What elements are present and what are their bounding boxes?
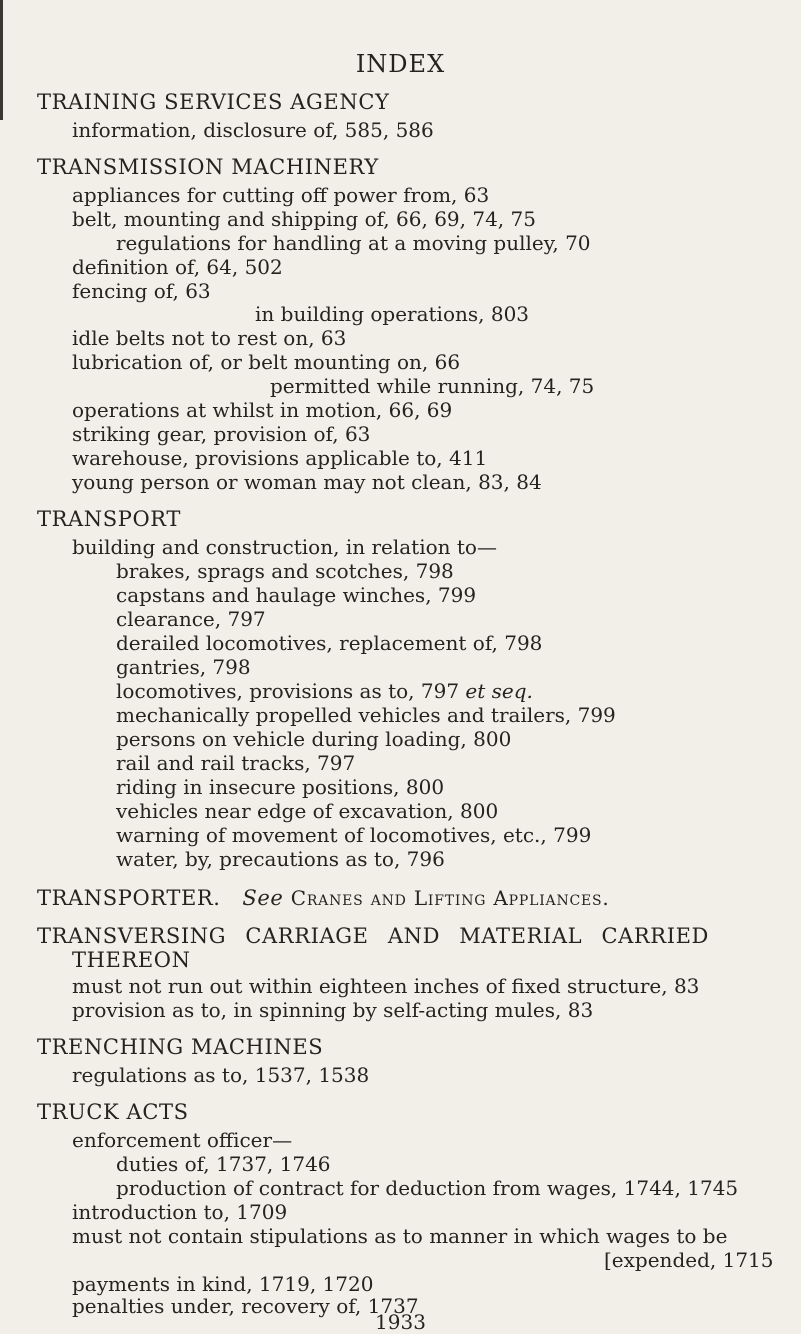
- entry-heading-continuation: THEREON: [72, 948, 191, 972]
- entry-heading-transversing-carriage: TRANSVERSING CARRIAGE AND MATERIAL CARRIED: [37, 924, 709, 948]
- subentry: payments in kind, 1719, 1720: [72, 1272, 374, 1296]
- subentry-nested: regulations for handling at a moving pulley, 70: [116, 231, 591, 255]
- subentry: definition of, 64, 502: [72, 255, 283, 279]
- subentry: enforcement officer—: [72, 1128, 293, 1152]
- subentry: must not run out within eighteen inches of fixed structure, 83: [72, 974, 700, 998]
- subentry-nested: riding in insecure positions, 800: [116, 775, 445, 799]
- subentry-nested: persons on vehicle during loading, 800: [116, 727, 512, 751]
- subentry: lubrication of, or belt mounting on, 66: [72, 350, 461, 374]
- subentry-nested: derailed locomotives, replacement of, 798: [116, 631, 543, 655]
- subentry-nested: [116, 679, 533, 703]
- subentry-text: locomotives, provisions as to, 797: [116, 679, 460, 703]
- subentry: penalties under, recovery of, 1737: [72, 1294, 419, 1318]
- entry-heading-transporter: [37, 886, 610, 910]
- entry-heading-training-services-agency: TRAINING SERVICES AGENCY: [37, 90, 390, 114]
- subentry-nested: duties of, 1737, 1746: [116, 1152, 331, 1176]
- subentry: must not contain stipulations as to manner in which wages to be: [72, 1224, 728, 1248]
- subentry: warehouse, provisions applicable to, 411: [72, 446, 488, 470]
- subentry-continuation: [expended, 1715: [604, 1248, 774, 1272]
- subentry: introduction to, 1709: [72, 1200, 288, 1224]
- subentry-nested: water, by, precautions as to, 796: [116, 847, 445, 871]
- subentry: regulations as to, 1537, 1538: [72, 1063, 370, 1087]
- page-number: 1933: [375, 1310, 426, 1334]
- entry-heading-transmission-machinery: TRANSMISSION MACHINERY: [37, 155, 379, 179]
- subentry-nested: production of contract for deduction from wages, 1744, 1745: [116, 1176, 739, 1200]
- subentry-nested: warning of movement of locomotives, etc., 799: [116, 823, 592, 847]
- subentry: young person or woman may not clean, 83, 84: [72, 470, 542, 494]
- entry-heading-truck-acts: TRUCK ACTS: [37, 1100, 189, 1124]
- subentry: provision as to, in spinning by self-acting mules, 83: [72, 998, 594, 1022]
- see-label: See: [242, 886, 284, 910]
- subentry: fencing of, 63: [72, 279, 211, 303]
- page-title: INDEX: [355, 50, 446, 78]
- subentry-nested: in building operations, 803: [255, 302, 530, 326]
- subentry-nested: clearance, 797: [116, 607, 266, 631]
- subentry-nested: vehicles near edge of excavation, 800: [116, 799, 499, 823]
- subentry: idle belts not to rest on, 63: [72, 326, 347, 350]
- subentry-nested: gantries, 798: [116, 655, 251, 679]
- subentry: operations at whilst in motion, 66, 69: [72, 398, 453, 422]
- subentry-nested: rail and rail tracks, 797: [116, 751, 356, 775]
- entry-heading-trenching-machines: TRENCHING MACHINES: [37, 1035, 324, 1059]
- entry-heading-transport: TRANSPORT: [37, 507, 181, 531]
- subentry: belt, mounting and shipping of, 66, 69, 74, 75: [72, 207, 536, 231]
- heading-text: TRANSPORTER.: [37, 886, 221, 910]
- italic-reference: et seq.: [465, 679, 533, 703]
- subentry: information, disclosure of, 585, 586: [72, 118, 434, 142]
- subentry-nested: mechanically propelled vehicles and trailers, 799: [116, 703, 616, 727]
- subentry: striking gear, provision of, 63: [72, 422, 371, 446]
- subentry-nested: brakes, sprags and scotches, 798: [116, 559, 454, 583]
- subentry: appliances for cutting off power from, 63: [72, 183, 490, 207]
- cross-reference: Cranes and Lifting Appliances.: [290, 886, 610, 910]
- subentry-nested: capstans and haulage winches, 799: [116, 583, 477, 607]
- subentry: building and construction, in relation to—: [72, 535, 497, 559]
- subentry-nested: permitted while running, 74, 75: [270, 374, 595, 398]
